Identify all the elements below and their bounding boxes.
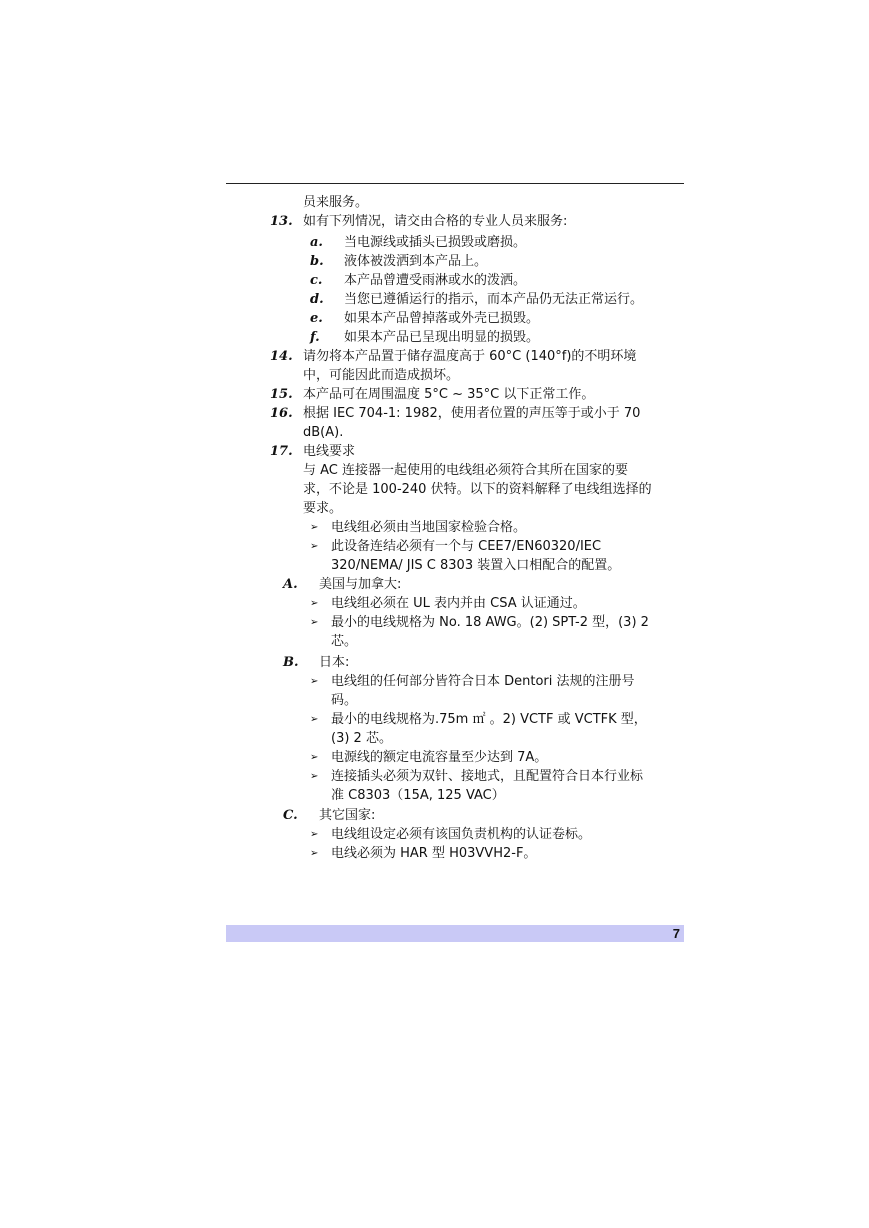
arrow-bullet-icon: ➢	[310, 752, 319, 763]
section-a-title: 美国与加拿大:	[319, 577, 402, 592]
continuation-text: 员来服务。	[303, 195, 369, 210]
section-c-bullet-1: 电线组设定必须有该国负责机构的认证卷标。	[331, 827, 592, 842]
item-17-bullet-1: 电线组必须由当地国家检验合格。	[331, 520, 527, 535]
item-17-bullet-2-line-2: 320/NEMA/ JIS C 8303 装置入口相配合的配置。	[331, 558, 621, 573]
sub-item-letter: a.	[310, 235, 323, 250]
section-b-bullet-3: 电源线的额定电流容量至少达到 7A。	[331, 750, 548, 765]
item-16-line-2: dB(A).	[303, 425, 344, 440]
arrow-bullet-icon: ➢	[310, 848, 319, 859]
sub-item-text: 如果本产品已呈现出明显的损毁。	[344, 330, 540, 345]
section-a-bullet-2-line-1: 最小的电线规格为 No. 18 AWG。(2) SPT-2 型，(3) 2	[331, 615, 649, 630]
section-b-bullet-1-line-1: 电线组的任何部分皆符合日本 Dentori 法规的注册号	[331, 674, 635, 689]
item-14-line-1: 请勿将本产品置于储存温度高于 60°C (140°f)的不明环境	[303, 349, 637, 364]
item-17-paragraph-line-1: 与 AC 连接器一起使用的电线组必须符合其所在国家的要	[303, 463, 629, 478]
arrow-bullet-icon: ➢	[310, 714, 319, 725]
item-17-title: 电线要求	[303, 444, 356, 459]
section-c-letter: C.	[283, 808, 298, 823]
item-16-number: 16.	[270, 406, 293, 421]
section-b-bullet-1-line-2: 码。	[331, 693, 358, 708]
sub-item-letter: c.	[310, 273, 323, 288]
section-a-bullet-2-line-2: 芯。	[331, 634, 358, 649]
item-17-number: 17.	[270, 444, 293, 459]
item-15-number: 15.	[270, 387, 293, 402]
section-b-bullet-2-line-2: (3) 2 芯。	[331, 731, 392, 746]
sub-item-text: 液体被泼洒到本产品上。	[344, 254, 488, 269]
sub-item-text: 当您已遵循运行的指示，而本产品仍无法正常运行。	[344, 292, 644, 307]
item-14-line-2: 中，可能因此而造成损坏。	[303, 368, 460, 383]
section-b-bullet-2-line-1: 最小的电线规格为.75m ㎡ 。2) VCTF 或 VCTFK 型，	[331, 712, 647, 727]
section-a-letter: A.	[283, 577, 298, 592]
item-15-text: 本产品可在周围温度 5°C ~ 35°C 以下正常工作。	[303, 387, 595, 402]
section-c-title: 其它国家:	[319, 808, 376, 823]
item-17-paragraph-line-2: 求，不论是 100-240 伏特。以下的资料解释了电线组选择的	[303, 482, 652, 497]
item-13-number: 13.	[270, 214, 293, 229]
sub-item-letter: b.	[310, 254, 324, 269]
arrow-bullet-icon: ➢	[310, 522, 319, 533]
item-13-text: 如有下列情况，请交由合格的专业人员来服务:	[303, 214, 568, 229]
arrow-bullet-icon: ➢	[310, 617, 319, 628]
section-b-title: 日本:	[319, 655, 350, 670]
section-a-bullet-1: 电线组必须在 UL 表内并由 CSA 认证通过。	[331, 596, 586, 611]
arrow-bullet-icon: ➢	[310, 541, 319, 552]
sub-item-letter: d.	[310, 292, 324, 307]
footer-bar	[226, 925, 684, 942]
sub-item-text: 当电源线或插头已损毁或磨损。	[344, 235, 527, 250]
sub-item-text: 本产品曾遭受雨淋或水的泼洒。	[344, 273, 527, 288]
section-b-letter: B.	[283, 655, 299, 670]
section-b-bullet-4-line-2: 准 C8303（15A, 125 VAC）	[331, 788, 505, 803]
arrow-bullet-icon: ➢	[310, 598, 319, 609]
item-16-line-1: 根据 IEC 704-1: 1982，使用者位置的声压等于或小于 70	[303, 406, 641, 421]
item-14-number: 14.	[270, 349, 293, 364]
sub-item-text: 如果本产品曾掉落或外壳已损毁。	[344, 311, 540, 326]
page-number: 7	[672, 926, 680, 941]
arrow-bullet-icon: ➢	[310, 676, 319, 687]
arrow-bullet-icon: ➢	[310, 829, 319, 840]
header-rule	[226, 183, 684, 184]
item-17-paragraph-line-3: 要求。	[303, 501, 343, 516]
arrow-bullet-icon: ➢	[310, 771, 319, 782]
section-b-bullet-4-line-1: 连接插头必须为双针、接地式，且配置符合日本行业标	[331, 769, 644, 784]
sub-item-letter: e.	[310, 311, 323, 326]
sub-item-letter: f.	[310, 330, 320, 345]
item-17-bullet-2-line-1: 此设备连结必须有一个与 CEE7/EN60320/IEC	[331, 539, 602, 554]
section-c-bullet-2: 电线必须为 HAR 型 H03VVH2-F。	[331, 846, 537, 861]
